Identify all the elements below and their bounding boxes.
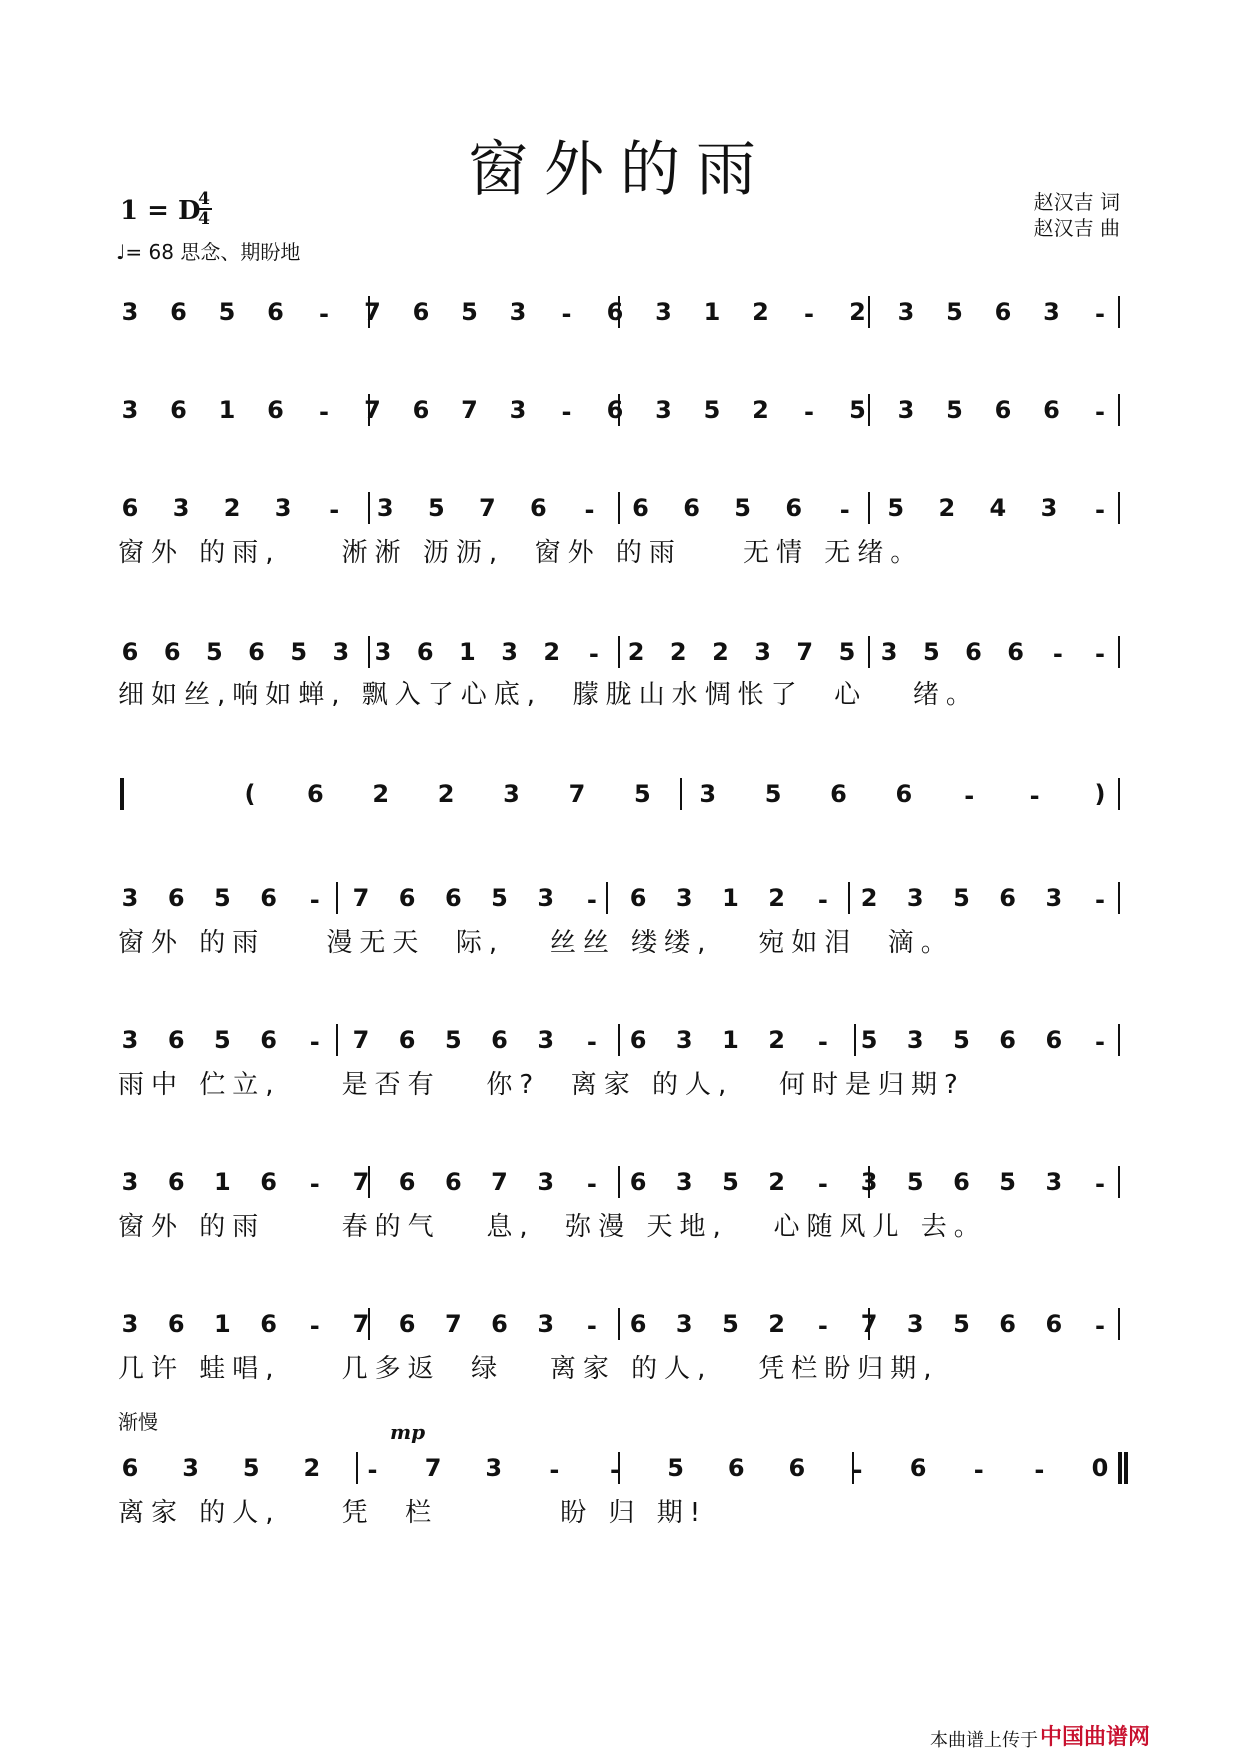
note: 6 <box>398 884 416 912</box>
note: 3 <box>274 494 292 522</box>
note: 6 <box>170 396 187 424</box>
note: 6 <box>953 1168 970 1196</box>
note: 6 <box>121 494 139 522</box>
barline <box>1118 492 1120 524</box>
lyric-line-1: 窗外 的雨, 淅淅 沥沥, 窗外 的雨 无情 无绪。 <box>118 538 924 568</box>
extension-dash: - <box>973 1456 984 1484</box>
note: 3 <box>906 1310 924 1338</box>
barline <box>618 1308 620 1340</box>
note: 5 <box>722 1310 739 1338</box>
note: 6 <box>398 1026 416 1054</box>
note: 3 <box>655 396 672 424</box>
extension-dash: - <box>839 496 850 524</box>
note: 6 <box>260 1026 277 1054</box>
note: 3 <box>503 780 520 808</box>
note: 0 <box>1091 1454 1109 1482</box>
extension-dash: - <box>1095 1312 1105 1340</box>
note: 3 <box>1045 1168 1063 1196</box>
note: 6 <box>170 298 187 326</box>
note: 6 <box>994 298 1012 326</box>
note: 6 <box>999 1310 1016 1338</box>
note: ( <box>244 780 256 808</box>
note: 7 <box>364 396 381 424</box>
tempo-marking: ♩= 68 思念、期盼地 <box>116 240 301 264</box>
key-signature: 1 = D <box>120 196 201 226</box>
note: 6 <box>1045 1026 1063 1054</box>
extension-dash: - <box>852 1456 863 1484</box>
note: 6 <box>629 1310 647 1338</box>
extension-dash: - <box>586 1170 597 1198</box>
note: 7 <box>796 638 814 666</box>
extension-dash: - <box>309 886 320 914</box>
composer: 赵汉吉 曲 <box>1033 216 1120 240</box>
note: 2 <box>372 780 390 808</box>
barline <box>336 1024 338 1056</box>
note: 6 <box>412 298 430 326</box>
note: 6 <box>267 396 284 424</box>
note: 3 <box>675 1310 693 1338</box>
note: 3 <box>121 1310 139 1338</box>
barline <box>848 882 850 914</box>
note: 5 <box>205 638 223 666</box>
note: 1 <box>722 1026 739 1054</box>
footer-text: 本曲谱上传于 <box>930 1730 1038 1751</box>
barline <box>1118 1308 1120 1340</box>
extension-dash: - <box>1029 782 1040 810</box>
note: 5 <box>860 1026 878 1054</box>
barline <box>1118 296 1120 328</box>
extension-dash: - <box>309 1312 320 1340</box>
note: 5 <box>887 494 905 522</box>
note: 6 <box>398 1168 416 1196</box>
note: 3 <box>121 298 139 326</box>
note: 5 <box>218 298 236 326</box>
note: 7 <box>352 884 370 912</box>
note: 7 <box>444 1310 462 1338</box>
extension-dash: - <box>817 1312 828 1340</box>
barline <box>1118 1024 1120 1056</box>
note: 6 <box>1043 396 1060 424</box>
note: 2 <box>752 298 769 326</box>
note: 5 <box>427 494 445 522</box>
note: 3 <box>699 780 717 808</box>
note: 6 <box>629 1168 647 1196</box>
note: 5 <box>290 638 308 666</box>
note: 3 <box>880 638 898 666</box>
note: 5 <box>214 884 231 912</box>
note: 6 <box>267 298 284 326</box>
note: 3 <box>860 1168 878 1196</box>
note: 5 <box>764 780 782 808</box>
extension-dash: - <box>319 300 329 328</box>
note: 5 <box>838 638 856 666</box>
note: 6 <box>167 1310 185 1338</box>
extension-dash: - <box>586 886 597 914</box>
barline <box>868 394 870 426</box>
note: 6 <box>307 780 324 808</box>
barline <box>618 492 620 524</box>
note: 3 <box>897 298 915 326</box>
note: 6 <box>994 396 1012 424</box>
note: 3 <box>121 1026 139 1054</box>
note: 6 <box>895 780 913 808</box>
extension-dash: - <box>1095 640 1105 668</box>
note: 2 <box>223 494 241 522</box>
note: 6 <box>260 1168 277 1196</box>
final-barline <box>1124 1452 1128 1484</box>
note: 5 <box>953 884 970 912</box>
extension-dash: - <box>588 640 599 668</box>
extension-dash: - <box>584 496 595 524</box>
note: 3 <box>906 884 924 912</box>
note: 6 <box>683 494 700 522</box>
barline <box>368 492 370 524</box>
note: 5 <box>722 1168 739 1196</box>
note: 2 <box>860 884 878 912</box>
barline <box>336 882 338 914</box>
note: 5 <box>491 884 508 912</box>
note: 6 <box>830 780 847 808</box>
extension-dash: - <box>964 782 975 810</box>
extension-dash: - <box>561 398 572 426</box>
note: 3 <box>675 884 693 912</box>
extension-dash: - <box>1052 640 1063 668</box>
barline <box>618 1024 620 1056</box>
note: 6 <box>999 884 1016 912</box>
note: 5 <box>849 396 866 424</box>
note: 7 <box>479 494 496 522</box>
note: 6 <box>121 1454 139 1482</box>
note: 2 <box>849 298 866 326</box>
extension-dash: - <box>561 300 572 328</box>
note: 6 <box>606 298 624 326</box>
note: 2 <box>669 638 687 666</box>
note: 3 <box>1040 494 1058 522</box>
note: 6 <box>412 396 430 424</box>
note: 3 <box>376 494 394 522</box>
time-sig-bottom: 4 <box>198 209 210 229</box>
note: 2 <box>938 494 956 522</box>
note: 5 <box>734 494 751 522</box>
note: 6 <box>606 396 624 424</box>
barline <box>868 492 870 524</box>
note: 6 <box>999 1026 1016 1054</box>
barline <box>1118 882 1120 914</box>
lyric-line-6: 几许 蛙唱, 几多返 绿 离家 的人, 凭栏盼归期, <box>118 1354 939 1384</box>
time-sig-top: 4 <box>198 189 210 209</box>
note: 5 <box>461 298 478 326</box>
note: 6 <box>785 494 803 522</box>
note: 3 <box>655 298 672 326</box>
note: 1 <box>459 638 476 666</box>
note: 3 <box>509 298 527 326</box>
note: 5 <box>953 1310 970 1338</box>
note: 6 <box>491 1310 508 1338</box>
site-logo[interactable] <box>1040 1720 1150 1751</box>
note: 6 <box>632 494 649 522</box>
note: 6 <box>248 638 265 666</box>
extension-dash: - <box>817 1028 828 1056</box>
repeat-start-barline <box>120 778 124 810</box>
extension-dash: - <box>1095 1028 1105 1056</box>
extension-dash: - <box>1095 300 1105 328</box>
note: 5 <box>946 396 963 424</box>
note: 6 <box>909 1454 927 1482</box>
note: 2 <box>712 638 729 666</box>
note: 6 <box>260 884 277 912</box>
note: 6 <box>1007 638 1024 666</box>
note: 3 <box>121 884 139 912</box>
note: 5 <box>953 1026 970 1054</box>
note: 3 <box>332 638 350 666</box>
extension-dash: - <box>367 1456 378 1484</box>
note: 6 <box>121 638 139 666</box>
note: 5 <box>999 1168 1016 1196</box>
note: 5 <box>946 298 963 326</box>
logo-part-a: 中国 <box>1040 1725 1085 1750</box>
note: 3 <box>537 884 555 912</box>
note: 3 <box>537 1168 555 1196</box>
lyric-line-2: 细如丝,响如蝉, 飘入了心底, 朦胧山水惆怅了 心 绪。 <box>118 680 979 710</box>
barline <box>618 1166 620 1198</box>
extension-dash: - <box>309 1028 320 1056</box>
extension-dash: - <box>804 300 814 328</box>
extension-dash: - <box>817 1170 828 1198</box>
note: 6 <box>398 1310 416 1338</box>
note: 3 <box>121 1168 139 1196</box>
note: 5 <box>906 1168 924 1196</box>
note: 2 <box>543 638 561 666</box>
note: 6 <box>530 494 547 522</box>
note: 2 <box>627 638 645 666</box>
note: 3 <box>121 396 139 424</box>
note: 6 <box>260 1310 277 1338</box>
note: 3 <box>906 1026 924 1054</box>
note: 3 <box>501 638 518 666</box>
note: 7 <box>491 1168 508 1196</box>
note: 7 <box>860 1310 878 1338</box>
note: 3 <box>509 396 527 424</box>
note: 5 <box>667 1454 684 1482</box>
note: 6 <box>788 1454 806 1482</box>
note: 5 <box>703 396 721 424</box>
barline <box>368 636 370 668</box>
extension-dash: - <box>804 398 814 426</box>
note: 2 <box>437 780 455 808</box>
note: 6 <box>629 1026 647 1054</box>
ritardando-marking: 渐慢 <box>118 1410 158 1434</box>
note: 6 <box>444 884 462 912</box>
extension-dash: - <box>586 1028 597 1056</box>
extension-dash: - <box>329 496 340 524</box>
note: 2 <box>768 1026 786 1054</box>
note: 4 <box>989 494 1007 522</box>
note: 1 <box>218 396 236 424</box>
note: 1 <box>214 1168 231 1196</box>
note: 2 <box>303 1454 321 1482</box>
lyric-line-3: 窗外 的雨 漫无天 际, 丝丝 缕缕, 宛如泪 滴。 <box>118 928 954 958</box>
note: 3 <box>675 1026 693 1054</box>
note: 3 <box>897 396 915 424</box>
note: 1 <box>703 298 721 326</box>
logo-part-b: 曲谱网 <box>1084 1725 1151 1750</box>
note: 7 <box>568 780 586 808</box>
lyricist: 赵汉吉 词 <box>1033 190 1120 214</box>
note: 3 <box>537 1310 555 1338</box>
note: 6 <box>629 884 647 912</box>
extension-dash: - <box>549 1456 560 1484</box>
note: 3 <box>1043 298 1060 326</box>
extension-dash: - <box>1095 1170 1105 1198</box>
note: 6 <box>163 638 181 666</box>
barline <box>1118 778 1120 810</box>
lyric-line-4: 雨中 伫立, 是否有 你? 离家 的人, 何时是归期? <box>118 1070 965 1100</box>
note: 7 <box>461 396 478 424</box>
note: 5 <box>444 1026 462 1054</box>
note: 2 <box>768 1168 786 1196</box>
extension-dash: - <box>610 1456 620 1484</box>
note: 3 <box>172 494 190 522</box>
barline <box>618 636 620 668</box>
note: 6 <box>1045 1310 1063 1338</box>
barline <box>854 1024 856 1056</box>
note: 6 <box>167 1026 185 1054</box>
note: 2 <box>768 1310 786 1338</box>
note: 6 <box>167 884 185 912</box>
barline <box>1118 394 1120 426</box>
lyric-line-7: 离家 的人, 凭 栏 盼 归 期! <box>118 1498 708 1528</box>
note: 7 <box>352 1168 370 1196</box>
time-signature <box>196 190 212 228</box>
note: 3 <box>537 1026 555 1054</box>
note: 2 <box>768 884 786 912</box>
extension-dash: - <box>586 1312 597 1340</box>
barline <box>1118 1166 1120 1198</box>
barline <box>868 636 870 668</box>
note: 3 <box>675 1168 693 1196</box>
note: ) <box>1094 780 1106 808</box>
note: 2 <box>752 396 769 424</box>
note: 3 <box>182 1454 199 1482</box>
extension-dash: - <box>1095 886 1105 914</box>
note: 1 <box>214 1310 231 1338</box>
page-title: 窗外的雨 <box>468 135 772 205</box>
note: 6 <box>416 638 434 666</box>
note: 3 <box>754 638 771 666</box>
note: 5 <box>242 1454 260 1482</box>
note: 7 <box>352 1310 370 1338</box>
note: 6 <box>444 1168 462 1196</box>
barline <box>606 882 608 914</box>
note: 3 <box>1045 884 1063 912</box>
extension-dash: - <box>1095 496 1105 524</box>
note: 7 <box>364 298 381 326</box>
note: 5 <box>633 780 651 808</box>
barline <box>356 1452 358 1484</box>
lyric-line-5: 窗外 的雨 春的气 息, 弥漫 天地, 心随风儿 去。 <box>118 1212 987 1242</box>
extension-dash: - <box>1095 398 1105 426</box>
dynamic-marking: mp <box>390 1420 426 1444</box>
barline <box>868 296 870 328</box>
extension-dash: - <box>319 398 329 426</box>
extension-dash: - <box>1034 1456 1045 1484</box>
note: 6 <box>491 1026 508 1054</box>
note: 5 <box>922 638 940 666</box>
note: 5 <box>214 1026 231 1054</box>
final-barline <box>1118 1452 1122 1484</box>
note: 3 <box>485 1454 503 1482</box>
note: 6 <box>965 638 982 666</box>
note: 1 <box>722 884 739 912</box>
note: 6 <box>167 1168 185 1196</box>
barline <box>680 778 682 810</box>
note: 7 <box>352 1026 370 1054</box>
extension-dash: - <box>309 1170 320 1198</box>
note: 3 <box>374 638 392 666</box>
extension-dash: - <box>817 886 828 914</box>
note: 7 <box>424 1454 442 1482</box>
note: 6 <box>727 1454 745 1482</box>
barline <box>1118 636 1120 668</box>
